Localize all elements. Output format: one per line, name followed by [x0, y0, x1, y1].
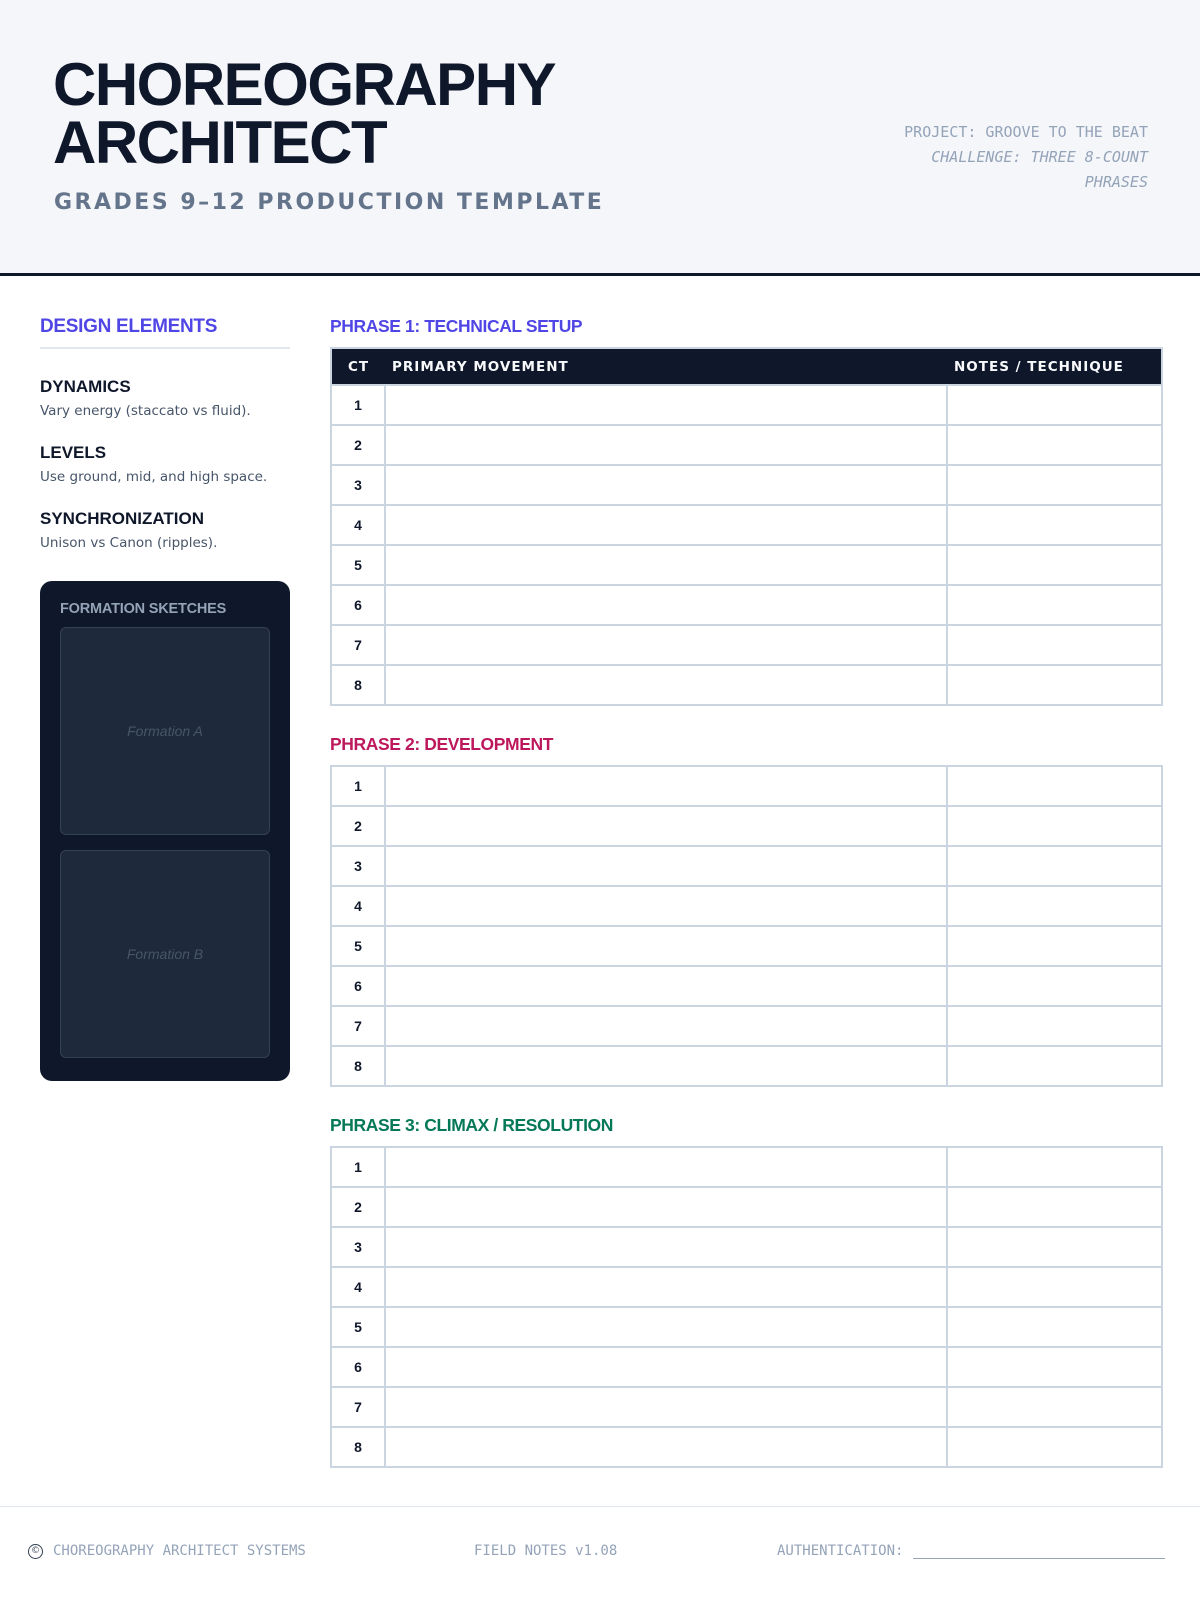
- element-synchronization: [40, 509, 290, 551]
- notes-cell[interactable]: [947, 1267, 1162, 1307]
- count-cell: 2: [331, 1187, 385, 1227]
- count-cell: 2: [331, 425, 385, 465]
- movement-cell[interactable]: [385, 1046, 947, 1086]
- element-description: Unison vs Canon (ripples).: [40, 535, 218, 551]
- phrase-table: [330, 1146, 1163, 1468]
- count-cell: 4: [331, 1267, 385, 1307]
- element-title: LEVELS: [40, 443, 107, 462]
- notes-cell[interactable]: [947, 966, 1162, 1006]
- movement-cell[interactable]: [385, 545, 947, 585]
- notes-cell[interactable]: [947, 625, 1162, 665]
- formation-sketches-card: [40, 581, 290, 1081]
- notes-cell[interactable]: [947, 665, 1162, 705]
- notes-cell[interactable]: [947, 806, 1162, 846]
- count-cell: 5: [331, 926, 385, 966]
- formation-b-sketch-area[interactable]: [60, 850, 270, 1058]
- signature-line[interactable]: [913, 1545, 1165, 1559]
- movement-cell[interactable]: [385, 665, 947, 705]
- movement-cell[interactable]: [385, 926, 947, 966]
- table-row: [331, 1187, 1162, 1227]
- notes-cell[interactable]: [947, 1187, 1162, 1227]
- movement-cell[interactable]: [385, 505, 947, 545]
- formation-b-label: Formation B: [126, 946, 204, 962]
- phrases-column: [330, 316, 1161, 1468]
- sketches-title: FORMATION SKETCHES: [60, 601, 227, 617]
- table-row: [331, 505, 1162, 545]
- element-dynamics: [40, 377, 290, 419]
- notes-cell[interactable]: [947, 465, 1162, 505]
- footer-company: [28, 1543, 306, 1559]
- notes-cell[interactable]: [947, 1387, 1162, 1427]
- count-cell: 7: [331, 1006, 385, 1046]
- phrase-title: PHRASE 1: TECHNICAL SETUP: [330, 316, 583, 336]
- movement-cell[interactable]: [385, 1267, 947, 1307]
- table-row: [331, 1387, 1162, 1427]
- challenge-text: CHALLENGE: THREE 8-COUNT PHRASES: [931, 148, 1148, 191]
- phrase-title: PHRASE 2: DEVELOPMENT: [330, 734, 554, 754]
- sidebar-heading: DESIGN ELEMENTS: [40, 316, 290, 349]
- phrase-1: [330, 316, 1161, 706]
- notes-cell[interactable]: [947, 1307, 1162, 1347]
- count-cell: 1: [331, 766, 385, 806]
- notes-cell[interactable]: [947, 545, 1162, 585]
- count-cell: 8: [331, 665, 385, 705]
- copyright-icon: ©: [28, 1544, 43, 1559]
- count-cell: 3: [331, 846, 385, 886]
- notes-cell[interactable]: [947, 425, 1162, 465]
- count-cell: 1: [331, 385, 385, 425]
- movement-cell[interactable]: [385, 465, 947, 505]
- count-cell: 3: [331, 1227, 385, 1267]
- count-cell: 3: [331, 465, 385, 505]
- movement-cell[interactable]: [385, 1347, 947, 1387]
- company-name: CHOREOGRAPHY ARCHITECT SYSTEMS: [53, 1543, 306, 1559]
- notes-cell[interactable]: [947, 585, 1162, 625]
- table-row: [331, 465, 1162, 505]
- table-header-row: [331, 348, 1162, 385]
- count-cell: 6: [331, 1347, 385, 1387]
- table-row: [331, 1267, 1162, 1307]
- notes-cell[interactable]: [947, 766, 1162, 806]
- movement-cell[interactable]: [385, 1187, 947, 1227]
- movement-cell[interactable]: [385, 886, 947, 926]
- notes-cell[interactable]: [947, 886, 1162, 926]
- element-levels: [40, 443, 290, 485]
- column-header-count: CT: [331, 348, 385, 385]
- table-row: [331, 1427, 1162, 1467]
- table-row: [331, 385, 1162, 425]
- movement-cell[interactable]: [385, 1006, 947, 1046]
- count-cell: 4: [331, 505, 385, 545]
- movement-cell[interactable]: [385, 1387, 947, 1427]
- authentication-field: [777, 1543, 1165, 1559]
- table-row: [331, 1046, 1162, 1086]
- table-row: [331, 1147, 1162, 1187]
- phrase-table: [330, 347, 1163, 706]
- table-row: [331, 625, 1162, 665]
- table-row: [331, 545, 1162, 585]
- table-row: [331, 966, 1162, 1006]
- notes-cell[interactable]: [947, 1147, 1162, 1187]
- notes-cell[interactable]: [947, 1227, 1162, 1267]
- table-row: [331, 1227, 1162, 1267]
- project-meta: [888, 120, 1148, 195]
- movement-cell[interactable]: [385, 1147, 947, 1187]
- page-footer: [0, 1506, 1200, 1600]
- table-row: [331, 846, 1162, 886]
- table-row: [331, 1307, 1162, 1347]
- title-line-1: CHOREOGRAPHY: [53, 51, 556, 118]
- table-row: [331, 1006, 1162, 1046]
- movement-cell[interactable]: [385, 425, 947, 465]
- notes-cell[interactable]: [947, 926, 1162, 966]
- project-name: PROJECT: GROOVE TO THE BEAT: [904, 123, 1148, 141]
- movement-cell[interactable]: [385, 625, 947, 665]
- element-title: DYNAMICS: [40, 377, 131, 396]
- page-header: [0, 0, 1200, 276]
- movement-cell[interactable]: [385, 806, 947, 846]
- count-cell: 8: [331, 1427, 385, 1467]
- count-cell: 5: [331, 545, 385, 585]
- formation-a-label: Formation A: [127, 723, 203, 739]
- version-label: FIELD NOTES v1.08: [474, 1543, 618, 1559]
- count-cell: 7: [331, 625, 385, 665]
- authentication-label: AUTHENTICATION:: [777, 1543, 904, 1559]
- table-row: [331, 766, 1162, 806]
- movement-cell[interactable]: [385, 1427, 947, 1467]
- element-description: Use ground, mid, and high space.: [40, 469, 268, 485]
- count-cell: 2: [331, 806, 385, 846]
- movement-cell[interactable]: [385, 766, 947, 806]
- page-title: [53, 51, 693, 176]
- count-cell: 5: [331, 1307, 385, 1347]
- phrase-table: [330, 765, 1163, 1087]
- count-cell: 6: [331, 585, 385, 625]
- count-cell: 4: [331, 886, 385, 926]
- table-row: [331, 926, 1162, 966]
- element-description: Vary energy (staccato vs fluid).: [40, 403, 251, 419]
- count-cell: 7: [331, 1387, 385, 1427]
- notes-cell[interactable]: [947, 1006, 1162, 1046]
- page-subtitle: GRADES 9–12 PRODUCTION TEMPLATE: [54, 190, 605, 215]
- element-title: SYNCHRONIZATION: [40, 509, 205, 528]
- table-row: [331, 806, 1162, 846]
- movement-cell[interactable]: [385, 585, 947, 625]
- notes-cell[interactable]: [947, 1347, 1162, 1387]
- phrase-title: PHRASE 3: CLIMAX / RESOLUTION: [330, 1115, 614, 1135]
- formation-a-sketch-area[interactable]: [60, 627, 270, 835]
- movement-cell[interactable]: [385, 846, 947, 886]
- movement-cell[interactable]: [385, 966, 947, 1006]
- notes-cell[interactable]: [947, 846, 1162, 886]
- movement-cell[interactable]: [385, 1307, 947, 1347]
- movement-cell[interactable]: [385, 385, 947, 425]
- table-row: [331, 886, 1162, 926]
- notes-cell[interactable]: [947, 385, 1162, 425]
- count-cell: 6: [331, 966, 385, 1006]
- phrase-3: [330, 1115, 1161, 1468]
- count-cell: 8: [331, 1046, 385, 1086]
- phrase-2: [330, 734, 1161, 1087]
- column-header-notes: NOTES / TECHNIQUE: [947, 348, 1162, 385]
- notes-cell[interactable]: [947, 1427, 1162, 1467]
- table-row: [331, 665, 1162, 705]
- table-row: [331, 1347, 1162, 1387]
- table-row: [331, 585, 1162, 625]
- title-line-2: ARCHITECT: [53, 109, 387, 176]
- column-header-movement: PRIMARY MOVEMENT: [385, 348, 947, 385]
- movement-cell[interactable]: [385, 1227, 947, 1267]
- table-row: [331, 425, 1162, 465]
- notes-cell[interactable]: [947, 505, 1162, 545]
- design-elements-sidebar: [40, 316, 290, 1081]
- notes-cell[interactable]: [947, 1046, 1162, 1086]
- count-cell: 1: [331, 1147, 385, 1187]
